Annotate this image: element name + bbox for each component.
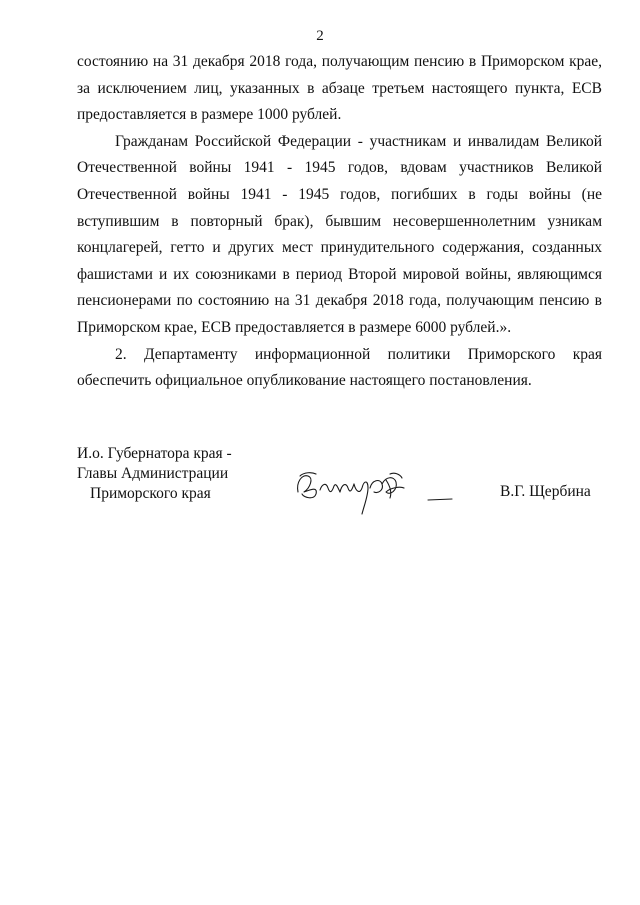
document-body bbox=[77, 49, 602, 395]
signatory-title-line: Приморского края bbox=[90, 485, 211, 502]
page-number: 2 bbox=[316, 28, 324, 44]
signatory-title-line: Главы Администрации bbox=[77, 465, 229, 482]
handwritten-signature bbox=[290, 462, 455, 520]
signatory-title bbox=[77, 444, 232, 504]
signatory-title-line: И.о. Губернатора края - bbox=[77, 445, 232, 462]
paragraph-publication: 2. Департаменту информационной политики Приморского края обеспечить официальное опубликование настоящего постановления. bbox=[77, 345, 602, 390]
paragraph-veterans: Гражданам Российской Федерации - участникам и инвалидам Великой Отечественной войны 1941 - 1945 годов, вдовам участников Великой Отечественной войны 1941 - 1945 годов, погибших в годы войны (не вступившим в повторный брак), бывшим несовершеннолетним узникам концлагерей, гетто и других мест принудительного содержания, созданных фашистами и их союзниками в период Второй мировой войны, являющимся пенсионерами по состоянию на 31 декабря 2018 года, получающим пенсию в Приморском крае, ЕСВ предоставляется в размере 6000 рублей.». bbox=[77, 132, 602, 336]
paragraph-continuation: состоянию на 31 декабря 2018 года, получающим пенсию в Приморском крае, за исключением лиц, указанных в абзаце третьем настоящего пункта, ЕСВ предоставляется в размере 1000 рублей. bbox=[77, 53, 602, 124]
signer-name: В.Г. Щербина bbox=[500, 483, 591, 500]
